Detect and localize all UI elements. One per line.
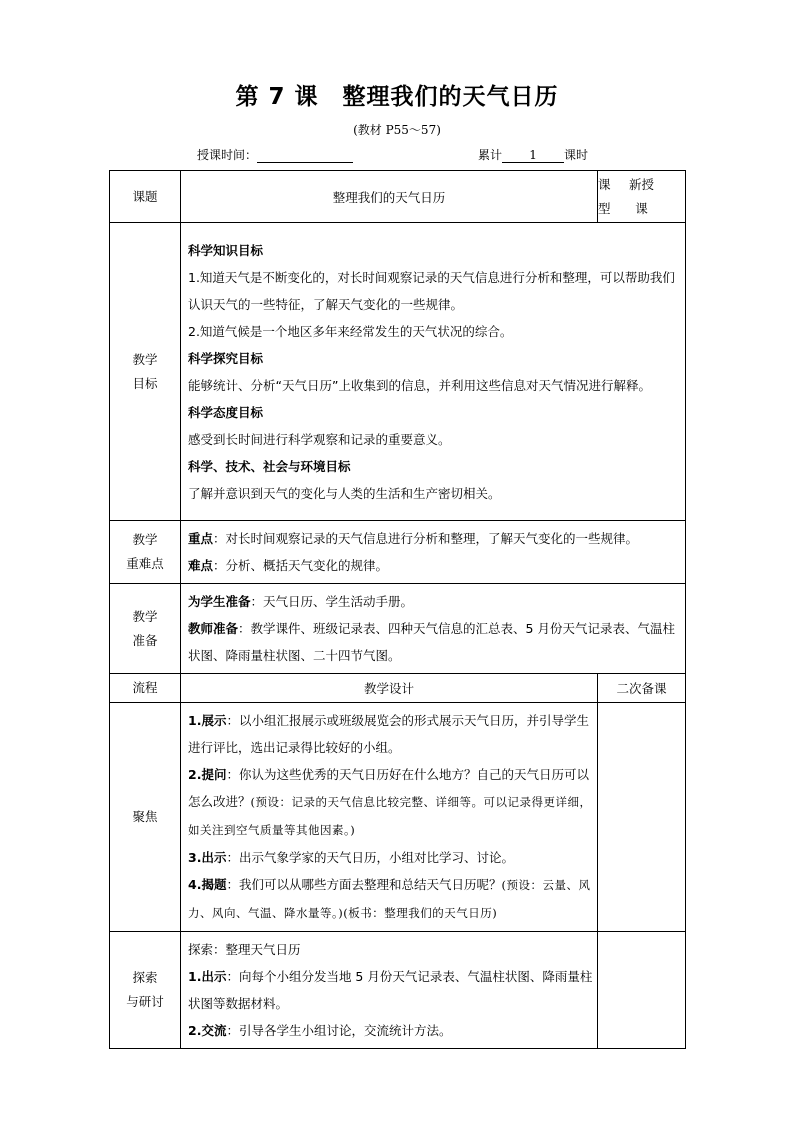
lesson-time xyxy=(197,146,353,163)
goals-content xyxy=(181,223,686,521)
second-prep-header: 二次备课 xyxy=(598,674,686,703)
goals-row xyxy=(110,223,686,521)
goal-line: 感受到长时间进行科学观察和记录的重要意义。 xyxy=(188,431,451,447)
preparation-label: 教学 准备 xyxy=(110,584,181,674)
second-prep-cell[interactable] xyxy=(598,703,686,932)
student-prep-label: 为学生准备 xyxy=(188,594,251,609)
lesson-time-label: 授课时间： xyxy=(197,148,258,162)
teacher-prep-text: ：教学课件、班级记录表、四种天气信息的汇总表、5 月份天气记录表、气温柱状图、降雨量柱状图、二十四节气图。 xyxy=(188,621,675,663)
focus-step-label: 3.出示 xyxy=(188,850,227,865)
key-points-label: 教学 重难点 xyxy=(110,521,181,584)
preparation-content xyxy=(181,584,686,674)
key-point-label: 重点 xyxy=(188,531,214,546)
focus-row xyxy=(110,703,686,932)
lesson-plan-table xyxy=(109,170,686,1049)
difficulty-text: ：分析、概括天气变化的规律。 xyxy=(213,558,389,573)
second-prep-cell[interactable] xyxy=(598,932,686,1049)
key-points-content xyxy=(181,521,686,584)
explore-heading: 探索：整理天气日历 xyxy=(188,942,301,957)
focus-label: 聚焦 xyxy=(110,703,181,932)
goal-heading: 科学知识目标 xyxy=(188,242,264,258)
preparation-row xyxy=(110,584,686,674)
goal-heading: 科学、技术、社会与环境目标 xyxy=(188,458,351,474)
type-value: 新授 课 xyxy=(598,171,686,223)
goals-label: 教学 目标 xyxy=(110,223,181,521)
focus-content xyxy=(181,703,598,932)
focus-step-text: ：我们可以从哪些方面去整理和总结天气日历呢？ xyxy=(226,877,502,892)
student-prep-text: ：天气日历、学生活动手册。 xyxy=(250,594,414,609)
topic-row: 课题 整理我们的天气日历 课 型 新授 课 xyxy=(110,171,686,223)
lesson-count-suffix: 课时 xyxy=(564,148,589,162)
focus-step-note: (预设：云量、风力、风向、气温、降水量等。)(板书：整理我们的天气日历) xyxy=(188,878,591,920)
key-point-text: ：对长时间观察记录的天气信息进行分析和整理，了解天气变化的一些规律。 xyxy=(213,531,639,546)
flow-header: 流程 xyxy=(110,674,181,703)
teacher-prep-label: 教师准备 xyxy=(188,621,239,636)
goal-heading: 科学态度目标 xyxy=(188,404,264,420)
goal-line: 1.知道天气是不断变化的，对长时间观察记录的天气信息进行分析和整理，可以帮助我们认识天气的一些特征，了解天气变化的一些规律。 xyxy=(188,269,675,312)
explore-row xyxy=(110,932,686,1049)
goal-line: 了解并意识到天气的变化与人类的生活和生产密切相关。 xyxy=(188,485,501,501)
lesson-count-prefix: 累计 xyxy=(478,148,503,162)
goal-line: 能够统计、分析“天气日历”上收集到的信息，并利用这些信息对天气情况进行解释。 xyxy=(188,377,651,393)
goal-heading: 科学探究目标 xyxy=(188,350,264,366)
section-header-row xyxy=(110,674,686,703)
key-points-row xyxy=(110,521,686,584)
design-header: 教学设计 xyxy=(181,674,598,703)
textbook-pages: (教材 P55～57) xyxy=(353,123,441,137)
explore-label: 探索 与研讨 xyxy=(110,932,181,1049)
focus-step-text: ：出示气象学家的天气日历，小组对比学习、讨论。 xyxy=(226,850,514,865)
explore-step-text: ：向每个小组分发当地 5 月份天气记录表、气温柱状图、降雨量柱状图等数据材料。 xyxy=(188,969,593,1011)
difficulty-label: 难点 xyxy=(188,558,214,573)
lesson-count xyxy=(478,146,588,163)
focus-step-label: 2.提问 xyxy=(188,767,227,782)
explore-step-label: 1.出示 xyxy=(188,969,227,984)
lesson-count-value: 1 xyxy=(502,148,564,163)
explore-step-text: ：引导各学生小组讨论，交流统计方法。 xyxy=(226,1023,452,1038)
topic-value: 整理我们的天气日历 xyxy=(181,171,598,223)
focus-step-text: ：以小组汇报展示或班级展览会的形式展示天气日历，并引导学生进行评比，选出记录得比较好的小组。 xyxy=(188,713,589,755)
topic-label: 课题 xyxy=(110,171,181,223)
explore-step-label: 2.交流 xyxy=(188,1023,227,1038)
focus-step-label: 4.揭题 xyxy=(188,877,227,892)
focus-step-note: (预设：记录的天气信息比较完整、详细等。可以记录得更详细，如关注到空气质量等其他因素。) xyxy=(188,795,592,837)
focus-step-text: ：你认为这些优秀的天气日历好在什么地方？自己的天气日历可以怎么改进？ xyxy=(188,767,589,809)
explore-content xyxy=(181,932,598,1049)
focus-step-label: 1.展示 xyxy=(188,713,227,728)
lesson-time-blank xyxy=(257,149,353,163)
goal-line: 2.知道气候是一个地区多年来经常发生的天气状况的综合。 xyxy=(188,323,513,339)
page-title: 第 7 课 整理我们的天气日历 xyxy=(235,84,559,110)
